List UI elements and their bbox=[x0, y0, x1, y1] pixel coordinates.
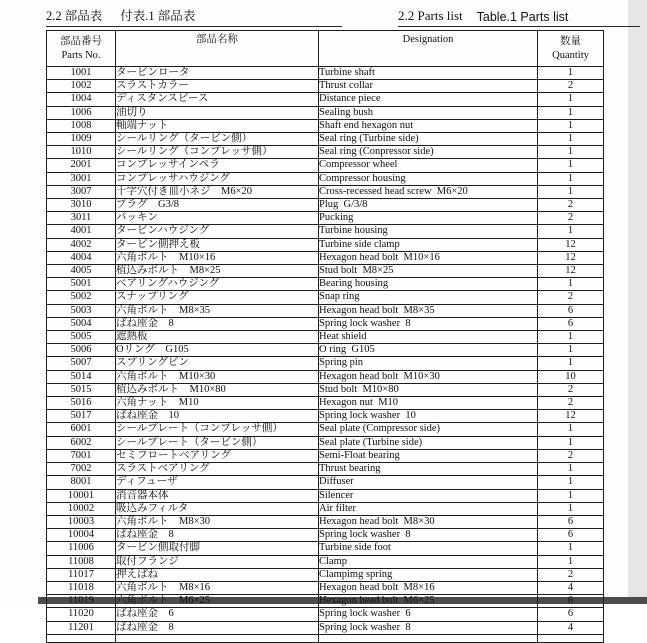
parts-table bbox=[46, 30, 604, 643]
quantity-cell: 6 bbox=[538, 595, 604, 608]
quantity-cell: 12 bbox=[538, 410, 604, 423]
quantity-cell: 1 bbox=[538, 93, 604, 106]
parts-no-cell: 11017 bbox=[47, 568, 116, 581]
quantity-cell: 1 bbox=[538, 172, 604, 185]
designation-cell: Spring lock washer 8 bbox=[319, 621, 538, 634]
part-name-cell: スプリングピン bbox=[116, 357, 319, 370]
part-name-cell: 植込みボルト M10×80 bbox=[116, 383, 319, 396]
col-header-designation bbox=[319, 31, 538, 67]
quantity-cell: 6 bbox=[538, 529, 604, 542]
part-name-cell: ディフューザ bbox=[116, 476, 319, 489]
quantity-cell: 2 bbox=[538, 212, 604, 225]
table-row bbox=[47, 331, 604, 344]
part-name-cell: ベアリングハウジング bbox=[116, 278, 319, 291]
parts-no-cell: 7002 bbox=[47, 463, 116, 476]
table-title-ja: 付表.1 部品表 bbox=[120, 9, 196, 23]
table-row bbox=[47, 106, 604, 119]
quantity-cell: 1 bbox=[538, 463, 604, 476]
designation-cell: Turbine side clamp bbox=[319, 238, 538, 251]
parts-no-cell: 1009 bbox=[47, 133, 116, 146]
table-row bbox=[47, 119, 604, 132]
table-row bbox=[47, 159, 604, 172]
table-row bbox=[47, 489, 604, 502]
designation-cell: Hexagon head bolt M8×30 bbox=[319, 515, 538, 528]
table-row bbox=[47, 265, 604, 278]
table-row bbox=[47, 568, 604, 581]
table-row bbox=[47, 621, 604, 634]
empty-cell bbox=[116, 634, 319, 642]
table-row bbox=[47, 515, 604, 528]
designation-cell: Shaft end hexagon nut bbox=[319, 119, 538, 132]
designation-cell: Seal ring (Turbine side) bbox=[319, 133, 538, 146]
part-name-cell: 六角ボルト M8×35 bbox=[116, 304, 319, 317]
part-name-cell: 六角ボルト M6×25 bbox=[116, 595, 319, 608]
designation-cell: Compressor wheel bbox=[319, 159, 538, 172]
quantity-cell: 1 bbox=[538, 436, 604, 449]
table-row bbox=[47, 436, 604, 449]
designation-cell: Clampimg spring bbox=[319, 568, 538, 581]
empty-cell bbox=[47, 634, 116, 642]
part-name-cell: ばね座金 8 bbox=[116, 529, 319, 542]
part-name-cell: タービンロータ bbox=[116, 67, 319, 80]
designation-cell: Hexagon head bolt M8×35 bbox=[319, 304, 538, 317]
quantity-cell: 4 bbox=[538, 621, 604, 634]
quantity-cell: 2 bbox=[538, 568, 604, 581]
parts-no-cell: 8001 bbox=[47, 476, 116, 489]
table-row bbox=[47, 133, 604, 146]
parts-no-cell: 6001 bbox=[47, 423, 116, 436]
parts-no-cell: 1004 bbox=[47, 93, 116, 106]
designation-cell: Hexagon head bolt M10×16 bbox=[319, 251, 538, 264]
designation-cell: Bearing housing bbox=[319, 278, 538, 291]
parts-no-cell: 3011 bbox=[47, 212, 116, 225]
designation-cell: Diffuser bbox=[319, 476, 538, 489]
quantity-cell: 2 bbox=[538, 80, 604, 93]
parts-no-cell: 5001 bbox=[47, 278, 116, 291]
parts-no-cell: 2001 bbox=[47, 159, 116, 172]
table-row bbox=[47, 410, 604, 423]
part-name-cell: 油切り bbox=[116, 106, 319, 119]
parts-no-cell: 5016 bbox=[47, 397, 116, 410]
part-name-cell: 消音器本体 bbox=[116, 489, 319, 502]
table-row bbox=[47, 304, 604, 317]
quantity-cell: 2 bbox=[538, 199, 604, 212]
part-name-cell: プラグ G3/8 bbox=[116, 199, 319, 212]
quantity-cell: 1 bbox=[538, 278, 604, 291]
part-name-cell: 六角ボルト M8×16 bbox=[116, 581, 319, 594]
designation-cell: Seal ring (Conpressor side) bbox=[319, 146, 538, 159]
designation-cell: Plug G/3/8 bbox=[319, 199, 538, 212]
designation-cell: Turbine side foot bbox=[319, 542, 538, 555]
parts-no-cell: 3001 bbox=[47, 172, 116, 185]
table-row bbox=[47, 146, 604, 159]
quantity-cell: 2 bbox=[538, 449, 604, 462]
quantity-cell: 1 bbox=[538, 67, 604, 80]
parts-no-cell: 5017 bbox=[47, 410, 116, 423]
designation-cell: Spring lock washer 8 bbox=[319, 317, 538, 330]
parts-no-cell: 5014 bbox=[47, 370, 116, 383]
quantity-cell: 1 bbox=[538, 489, 604, 502]
col-header-quantity bbox=[538, 31, 604, 67]
part-name-cell: 六角ナット M10 bbox=[116, 397, 319, 410]
table-row bbox=[47, 251, 604, 264]
col-header-quantity-en: Quantity bbox=[552, 50, 589, 61]
table-row bbox=[47, 370, 604, 383]
table-row bbox=[47, 449, 604, 462]
parts-no-cell: 5002 bbox=[47, 291, 116, 304]
col-header-part-name-ja: 部品名称 bbox=[196, 34, 238, 45]
col-header-parts-no bbox=[47, 31, 116, 67]
page-title-english bbox=[398, 9, 640, 27]
quantity-cell: 2 bbox=[538, 383, 604, 396]
quantity-cell: 6 bbox=[538, 608, 604, 621]
quantity-cell: 2 bbox=[538, 291, 604, 304]
part-name-cell: パッキン bbox=[116, 212, 319, 225]
table-row bbox=[47, 291, 604, 304]
col-header-designation-en: Designation bbox=[402, 34, 454, 45]
parts-no-cell: 11020 bbox=[47, 608, 116, 621]
quantity-cell: 1 bbox=[538, 542, 604, 555]
quantity-cell: 1 bbox=[538, 476, 604, 489]
part-name-cell: 押えばね bbox=[116, 568, 319, 581]
parts-no-cell: 1008 bbox=[47, 119, 116, 132]
part-name-cell: 十字穴付き皿小ネジ M6×20 bbox=[116, 185, 319, 198]
table-row bbox=[47, 212, 604, 225]
quantity-cell: 6 bbox=[538, 304, 604, 317]
part-name-cell: タービンハウジング bbox=[116, 225, 319, 238]
parts-no-cell: 1001 bbox=[47, 67, 116, 80]
part-name-cell: 植込みボルト M8×25 bbox=[116, 265, 319, 278]
quantity-cell: 1 bbox=[538, 133, 604, 146]
parts-no-cell: 10002 bbox=[47, 502, 116, 515]
quantity-cell: 1 bbox=[538, 185, 604, 198]
table-row bbox=[47, 529, 604, 542]
designation-cell: Semi-Float bearing bbox=[319, 449, 538, 462]
table-row bbox=[47, 278, 604, 291]
quantity-cell: 1 bbox=[538, 225, 604, 238]
designation-cell: Turbine housing bbox=[319, 225, 538, 238]
designation-cell: Seal plate (Turbine side) bbox=[319, 436, 538, 449]
quantity-cell: 6 bbox=[538, 515, 604, 528]
designation-cell: Spring lock washer 10 bbox=[319, 410, 538, 423]
quantity-cell: 1 bbox=[538, 119, 604, 132]
part-name-cell: セミフロートベアリング bbox=[116, 449, 319, 462]
quantity-cell: 1 bbox=[538, 159, 604, 172]
part-name-cell: コンプレッサハウジング bbox=[116, 172, 319, 185]
page-title-japanese bbox=[46, 9, 342, 27]
designation-cell: Thrust bearing bbox=[319, 463, 538, 476]
parts-no-cell: 5015 bbox=[47, 383, 116, 396]
part-name-cell: 六角ボルト M8×30 bbox=[116, 515, 319, 528]
table-row bbox=[47, 383, 604, 396]
table-row bbox=[47, 581, 604, 594]
part-name-cell: 六角ボルト M10×30 bbox=[116, 370, 319, 383]
quantity-cell: 1 bbox=[538, 146, 604, 159]
parts-no-cell: 1002 bbox=[47, 80, 116, 93]
parts-no-cell: 4004 bbox=[47, 251, 116, 264]
part-name-cell: ばね座金 10 bbox=[116, 410, 319, 423]
quantity-cell: 2 bbox=[538, 397, 604, 410]
table-row bbox=[47, 172, 604, 185]
part-name-cell: 遮熱板 bbox=[116, 331, 319, 344]
parts-no-cell: 10001 bbox=[47, 489, 116, 502]
parts-no-cell: 4001 bbox=[47, 225, 116, 238]
col-header-parts-no-en: Parts No. bbox=[61, 50, 101, 61]
quantity-cell: 1 bbox=[538, 344, 604, 357]
quantity-cell: 12 bbox=[538, 238, 604, 251]
part-name-cell: Oリング G105 bbox=[116, 344, 319, 357]
quantity-cell: 1 bbox=[538, 331, 604, 344]
part-name-cell: ばね座金 8 bbox=[116, 317, 319, 330]
table-row bbox=[47, 423, 604, 436]
designation-cell: Hexagon head bolt M10×30 bbox=[319, 370, 538, 383]
parts-table-body bbox=[47, 67, 604, 635]
section-title-en: 2.2 Parts list bbox=[398, 8, 463, 23]
parts-no-cell: 5003 bbox=[47, 304, 116, 317]
quantity-cell: 1 bbox=[538, 106, 604, 119]
table-title-en: Table.1 Parts list bbox=[476, 10, 569, 24]
parts-no-cell: 11018 bbox=[47, 581, 116, 594]
designation-cell: Turbine shaft bbox=[319, 67, 538, 80]
quantity-cell: 1 bbox=[538, 423, 604, 436]
part-name-cell: 六角ボルト M10×16 bbox=[116, 251, 319, 264]
parts-no-cell: 11019 bbox=[47, 595, 116, 608]
part-name-cell: ばね座金 8 bbox=[116, 621, 319, 634]
parts-no-cell: 10003 bbox=[47, 515, 116, 528]
designation-cell: Spring pin bbox=[319, 357, 538, 370]
parts-no-cell: 3010 bbox=[47, 199, 116, 212]
part-name-cell: スナップリング bbox=[116, 291, 319, 304]
table-row bbox=[47, 67, 604, 80]
quantity-cell: 1 bbox=[538, 502, 604, 515]
designation-cell: Stud bolt M10×80 bbox=[319, 383, 538, 396]
table-row bbox=[47, 238, 604, 251]
parts-no-cell: 1010 bbox=[47, 146, 116, 159]
designation-cell: Distance piece bbox=[319, 93, 538, 106]
part-name-cell: ディスタンスピース bbox=[116, 93, 319, 106]
designation-cell: Spring lock washer 8 bbox=[319, 529, 538, 542]
parts-no-cell: 5007 bbox=[47, 357, 116, 370]
col-header-parts-no-ja: 部品番号 bbox=[60, 36, 102, 47]
quantity-cell: 6 bbox=[538, 317, 604, 330]
part-name-cell: シールリング（コンプレッサ側） bbox=[116, 146, 319, 159]
parts-no-cell: 11008 bbox=[47, 555, 116, 568]
parts-no-cell: 3007 bbox=[47, 185, 116, 198]
designation-cell: Sealing bush bbox=[319, 106, 538, 119]
table-row bbox=[47, 225, 604, 238]
designation-cell: O ring G105 bbox=[319, 344, 538, 357]
designation-cell: Pucking bbox=[319, 212, 538, 225]
part-name-cell: ばね座金 6 bbox=[116, 608, 319, 621]
empty-cell bbox=[538, 634, 604, 642]
table-row bbox=[47, 80, 604, 93]
parts-no-cell: 7001 bbox=[47, 449, 116, 462]
part-name-cell: 軸端ナット bbox=[116, 119, 319, 132]
quantity-cell: 1 bbox=[538, 555, 604, 568]
header-row bbox=[47, 31, 604, 67]
table-row bbox=[47, 555, 604, 568]
part-name-cell: 取付フランジ bbox=[116, 555, 319, 568]
parts-no-cell: 11006 bbox=[47, 542, 116, 555]
part-name-cell: 吸込みフィルタ bbox=[116, 502, 319, 515]
table-row bbox=[47, 344, 604, 357]
designation-cell: Hexagon head bolt M6×25 bbox=[319, 595, 538, 608]
part-name-cell: シールプレート（タービン側） bbox=[116, 436, 319, 449]
table-row bbox=[47, 199, 604, 212]
parts-no-cell: 5005 bbox=[47, 331, 116, 344]
parts-no-cell: 5006 bbox=[47, 344, 116, 357]
table-row bbox=[47, 93, 604, 106]
quantity-cell: 12 bbox=[538, 265, 604, 278]
table-row bbox=[47, 595, 604, 608]
parts-no-cell: 11201 bbox=[47, 621, 116, 634]
parts-no-cell: 10004 bbox=[47, 529, 116, 542]
quantity-cell: 12 bbox=[538, 251, 604, 264]
empty-row bbox=[47, 634, 604, 642]
designation-cell: Silencer bbox=[319, 489, 538, 502]
table-row bbox=[47, 357, 604, 370]
empty-cell bbox=[319, 634, 538, 642]
table-row bbox=[47, 317, 604, 330]
part-name-cell: タービン側押え板 bbox=[116, 238, 319, 251]
designation-cell: Snap ring bbox=[319, 291, 538, 304]
part-name-cell: コンプレッサインペラ bbox=[116, 159, 319, 172]
designation-cell: Compressor housing bbox=[319, 172, 538, 185]
empty-row-group bbox=[47, 634, 604, 642]
table-row bbox=[47, 185, 604, 198]
quantity-cell: 1 bbox=[538, 357, 604, 370]
part-name-cell: シールプレート（コンプレッサ側） bbox=[116, 423, 319, 436]
designation-cell: Spring lock washer 6 bbox=[319, 608, 538, 621]
designation-cell: Clamp bbox=[319, 555, 538, 568]
quantity-cell: 4 bbox=[538, 581, 604, 594]
designation-cell: Thrust collar bbox=[319, 80, 538, 93]
part-name-cell: スラストベアリング bbox=[116, 463, 319, 476]
table-row bbox=[47, 608, 604, 621]
part-name-cell: シールリング（タービン側） bbox=[116, 133, 319, 146]
quantity-cell: 10 bbox=[538, 370, 604, 383]
section-title-ja: 2.2 部品表 bbox=[46, 9, 103, 23]
col-header-quantity-ja: 数量 bbox=[560, 36, 581, 47]
parts-no-cell: 5004 bbox=[47, 317, 116, 330]
designation-cell: Stud bolt M8×25 bbox=[319, 265, 538, 278]
table-row bbox=[47, 542, 604, 555]
table-row bbox=[47, 463, 604, 476]
designation-cell: Hexagon nut M10 bbox=[319, 397, 538, 410]
col-header-part-name bbox=[116, 31, 319, 67]
scan-edge-right bbox=[628, 0, 647, 604]
designation-cell: Air filter bbox=[319, 502, 538, 515]
table-row bbox=[47, 502, 604, 515]
parts-no-cell: 4005 bbox=[47, 265, 116, 278]
part-name-cell: タービン側取付脚 bbox=[116, 542, 319, 555]
part-name-cell: スラストカラー bbox=[116, 80, 319, 93]
parts-no-cell: 6002 bbox=[47, 436, 116, 449]
table-row bbox=[47, 476, 604, 489]
designation-cell: Cross-recessed head screw M6×20 bbox=[319, 185, 538, 198]
designation-cell: Seal plate (Compressor side) bbox=[319, 423, 538, 436]
designation-cell: Heat shield bbox=[319, 331, 538, 344]
parts-no-cell: 1006 bbox=[47, 106, 116, 119]
parts-no-cell: 4002 bbox=[47, 238, 116, 251]
designation-cell: Hexagon head bolt M8×16 bbox=[319, 581, 538, 594]
table-row bbox=[47, 397, 604, 410]
